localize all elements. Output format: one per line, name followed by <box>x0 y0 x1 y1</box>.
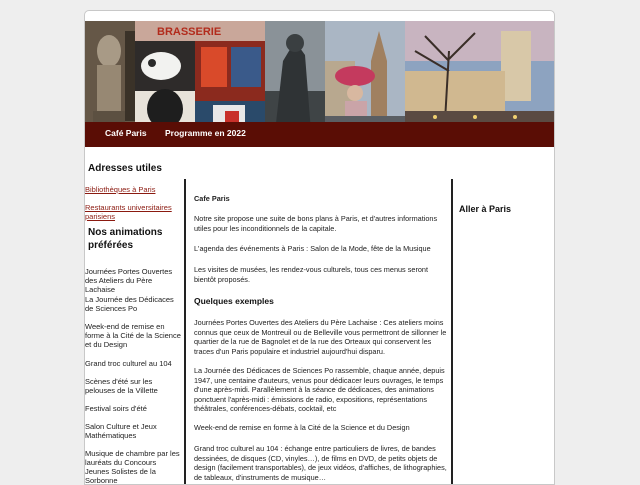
example-paragraph-4: Grand troc culturel au 104 : échange entre particuliers de livres, de bandes dessinées, de disques (CD, vinyles…), de films en DVD, de petits objets de design (facilement transportables), de jeux vidéos, d'affiches, de lithographies, de tableaux, d'instruments de musique… <box>194 444 447 482</box>
left-sidebar <box>85 147 184 485</box>
content-title: Cafe Paris <box>194 194 230 203</box>
tree-square-photo <box>405 21 555 132</box>
events-heading: Nos animations préférées <box>88 227 163 251</box>
nav-item-cafe-paris[interactable]: Café Paris <box>105 128 147 138</box>
nav-item-programme-2022[interactable]: Programme en 2022 <box>165 128 246 138</box>
right-sidebar <box>453 179 555 485</box>
main-nav <box>85 122 555 147</box>
event-item-musique-chambre: Musique de chambre par les lauréats du Concours Jeunes Solistes de la Sorbonne <box>85 449 180 485</box>
visits-paragraph: Les visites de musées, les rendez-vous culturels, tous ces menus seront bientôt proposés. <box>194 265 429 284</box>
header-banner <box>85 21 555 132</box>
intro-paragraph: Notre site propose une suite de bons plans à Paris, et d'autres informations utiles pour les inconditionnels de la capitale. <box>194 214 438 233</box>
brasserie-photo <box>135 21 265 132</box>
church-photo <box>325 21 405 132</box>
brasserie-sign: BRASSERIE <box>157 26 222 38</box>
bronze-statue-photo <box>265 21 325 132</box>
examples-heading: Quelques exemples <box>194 296 274 306</box>
example-paragraph-2: La Journée des Dédicaces de Sciences Po rassemble, chaque année, depuis 1947, une centaine d'auteurs, venus pour dédicacer leurs ouvrages, le temps d'une après-midi. Parallèlement à la séance de dédicaces, des animations ponctuent l'après-midi : émissions de radio, expositions, représentations théâtrales, conférences-débats, cocktail, etc <box>194 366 445 413</box>
event-item-villette: Scènes d'été sur les pelouses de la Villette <box>85 377 158 395</box>
statue-photo <box>85 21 135 132</box>
event-item-sciences-po: La Journée des Dédicaces de Sciences Po <box>85 295 174 313</box>
event-item-salon-jeux: Salon Culture et Jeux Mathématiques <box>85 422 157 440</box>
link-restaurants[interactable]: Restaurants universitaires parisiens <box>85 203 172 221</box>
example-paragraph-3: Week-end de remise en forme à la Cité de la Science et du Design <box>194 423 410 432</box>
page-container <box>84 10 555 485</box>
event-item-pere-lachaise: Journées Portes Ouvertes des Ateliers du Père Lachaise <box>85 267 173 294</box>
agenda-paragraph: L'agenda des événements à Paris : Salon de la Mode, fête de la Musique <box>194 244 431 253</box>
main-content <box>184 179 453 485</box>
event-item-troc-104: Grand troc culturel au 104 <box>85 359 172 368</box>
event-item-soirs-ete: Festival soirs d'été <box>85 404 147 413</box>
link-bibliotheques[interactable]: Bibliothèques à Paris <box>85 185 156 194</box>
example-paragraph-1: Journées Portes Ouvertes des Ateliers du Père Lachaise : Ces ateliers moins connus que ceux de Montreuil ou de Belleville vous permettront de sillonner le quartier de la rue de Bagnolet et de la rue des Orteaux qui conservent les traces d'un Paris populaire et industriel aujourd'hui disparu. <box>194 318 447 356</box>
travel-heading: Aller à Paris <box>459 204 512 214</box>
event-item-remise-en-forme: Week-end de remise en forme à la Cité de la Science et du Design <box>85 322 181 349</box>
addresses-heading: Adresses utiles <box>88 163 162 174</box>
